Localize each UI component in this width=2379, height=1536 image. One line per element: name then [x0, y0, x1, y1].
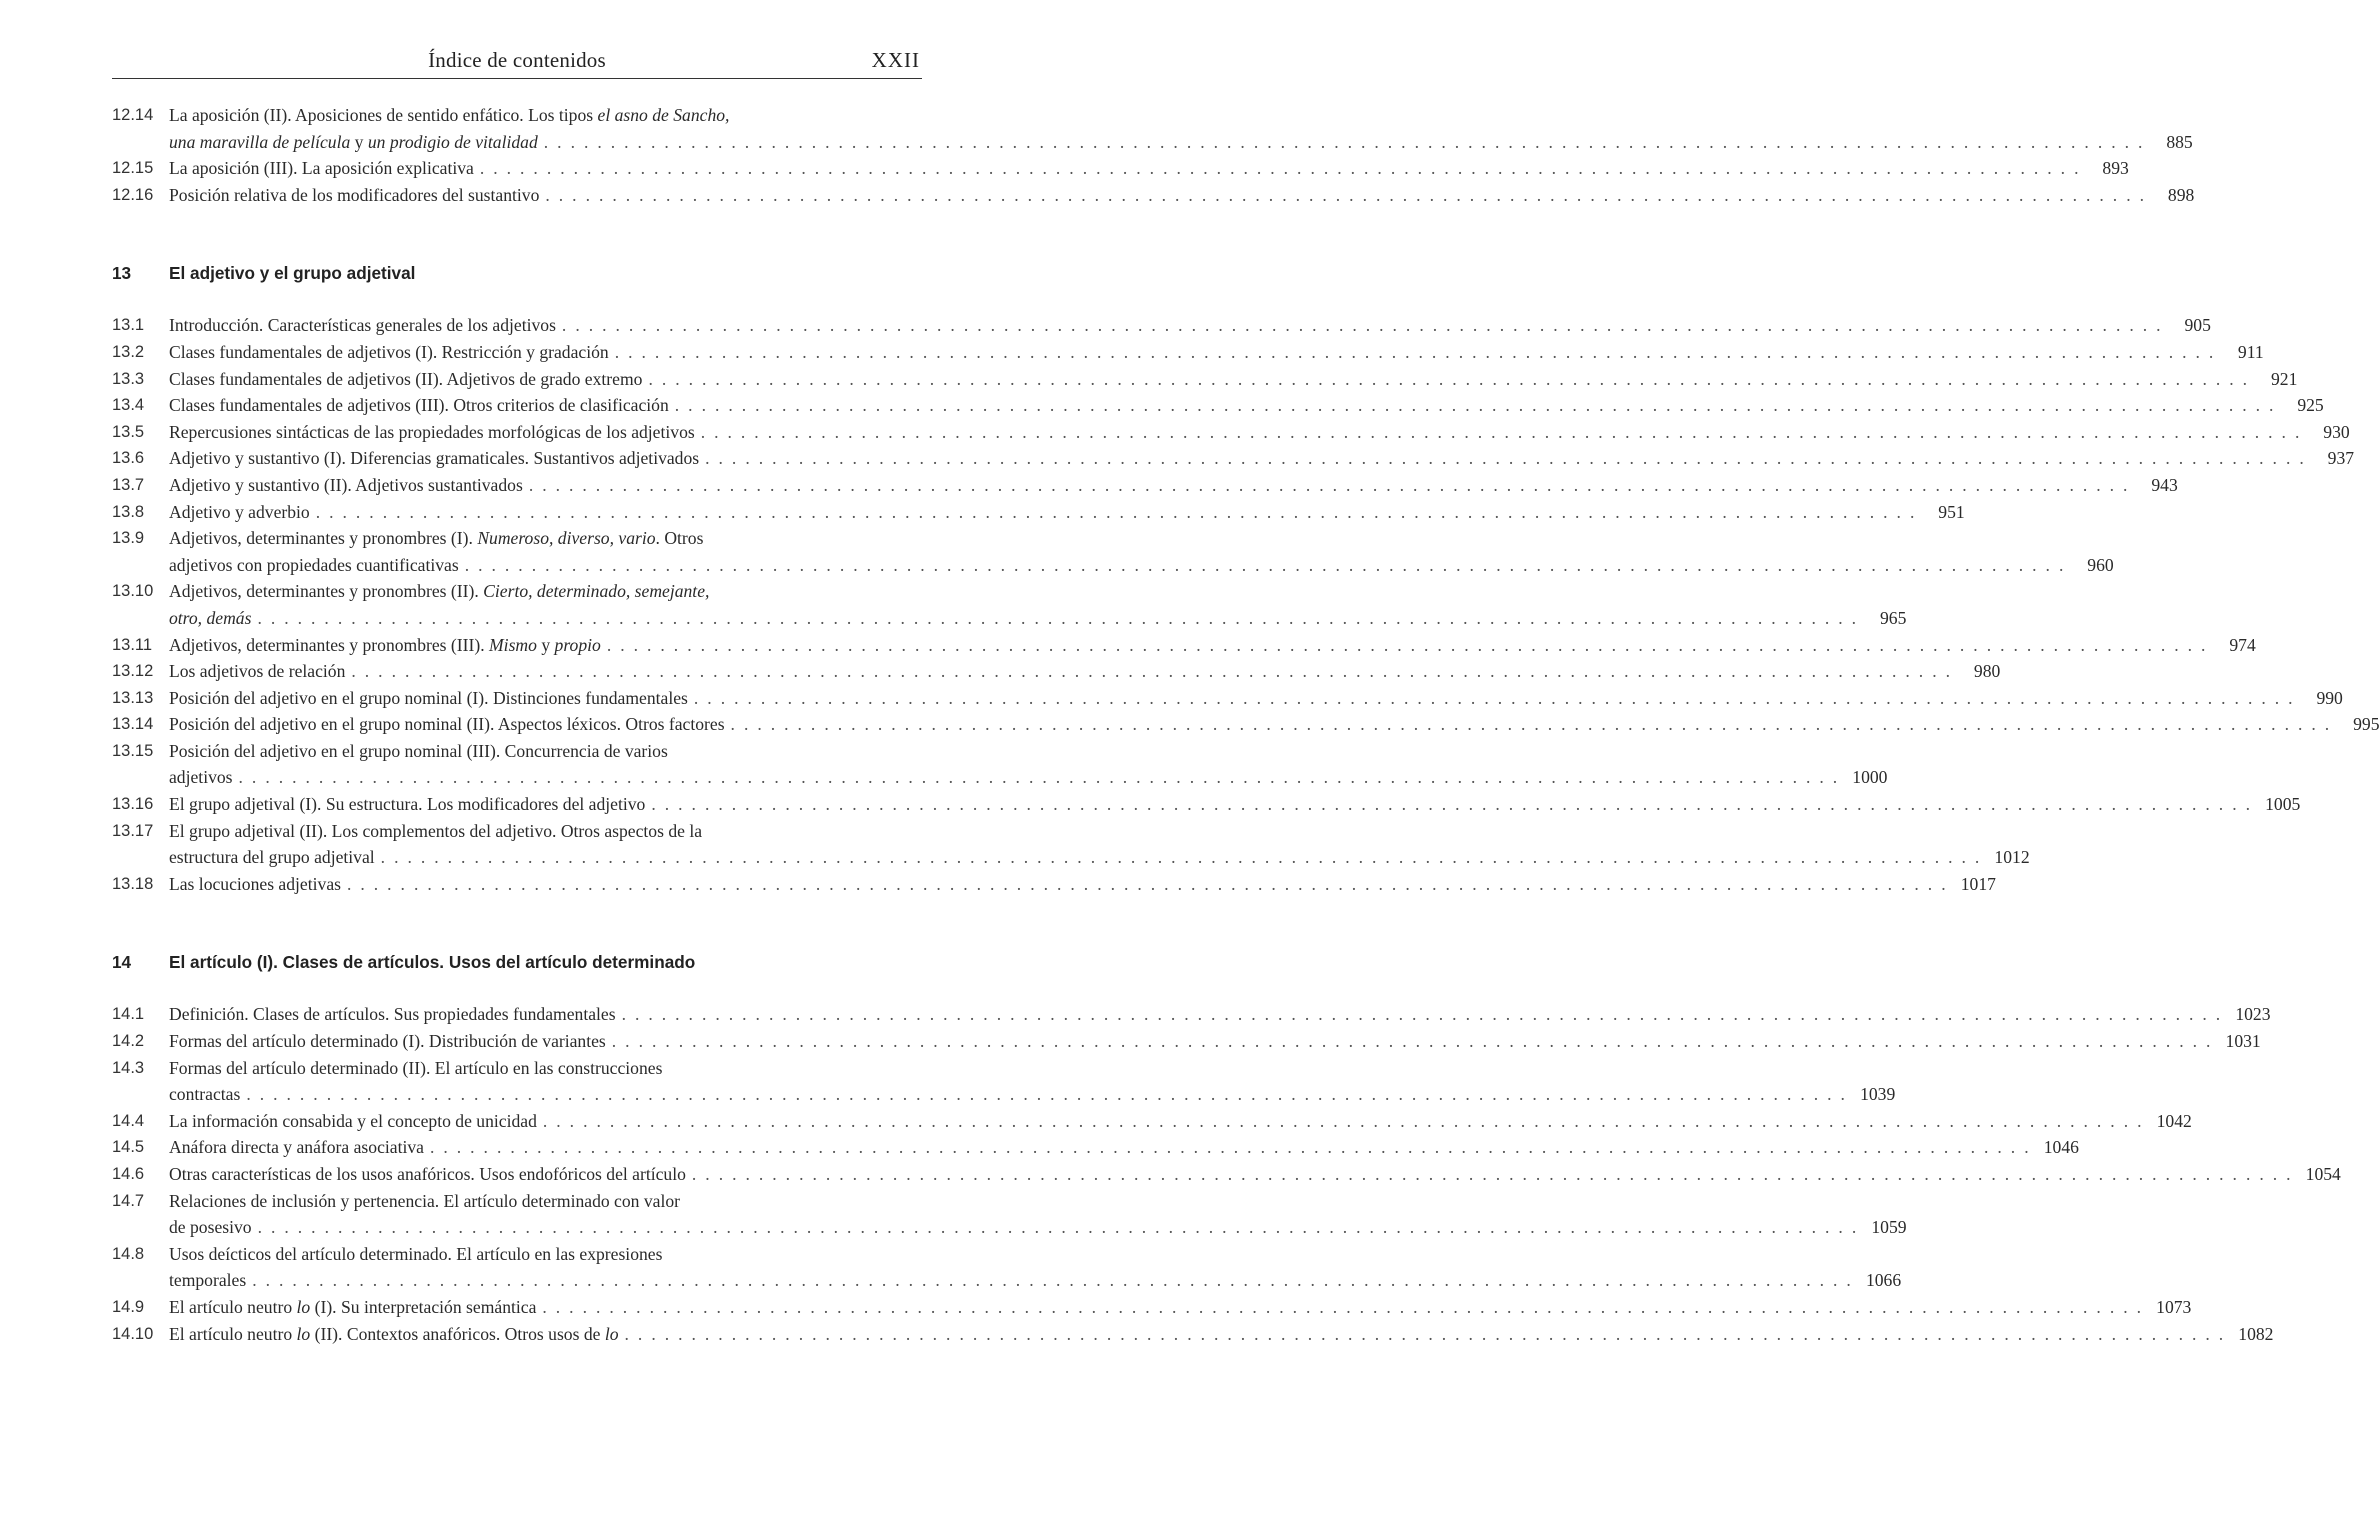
entry-number: 13.18	[112, 874, 154, 893]
entry-page-number[interactable]: 960	[2087, 554, 2114, 575]
entry-last-line	[169, 1294, 2191, 1321]
entry-last-line	[169, 445, 2354, 472]
entry-body	[169, 1028, 2261, 1055]
entry-page-number[interactable]: 980	[1973, 661, 2001, 682]
dot-leader: . . . . . . . . . . . . . . . . . . . . . . . . . . . . . . . . . . . . . . . . . . . . . . . . . . . . . . . . . . . . . . . . . . . . . . . . . . . . . . . . . . . . . . . . . . . . . . . . . . . . . . . . . . . . . . . . . . . . . . . .	[545, 184, 2147, 205]
entry-title: Clases fundamentales de adjetivos (II). Adjetivos de grado extremo	[169, 368, 643, 389]
entry-title: El grupo adjetival (I). Su estructura. Los modificadores del adjetivo	[169, 794, 646, 815]
toc-entry[interactable]	[112, 578, 1907, 631]
entry-title: Posición relativa de los modificadores del sustantivo	[169, 184, 540, 205]
entry-title: Adjetivos, determinantes y pronombres (III). Mismo y propio	[169, 634, 601, 655]
entry-number: 13.2	[112, 342, 145, 361]
header-title: Índice de contenidos	[428, 48, 606, 72]
entry-page-number[interactable]: 925	[2297, 395, 2324, 416]
chapter-number: 14	[112, 952, 132, 973]
dot-leader: . . . . . . . . . . . . . . . . . . . . . . . . . . . . . . . . . . . . . . . . . . . . . . . . . . . . . . . . . . . . . . . . . . . . . . . . . . . . . . . . . . . . . . . . . . . . . . . . . . . . . . . . . . . . . . . . . . . . . . . .	[691, 1164, 2293, 1184]
entry-body	[169, 711, 2379, 738]
entry-last-line	[169, 1214, 1907, 1241]
entry-last-line	[169, 632, 2256, 659]
entry-last-line	[169, 155, 2129, 182]
dot-leader: . . . . . . . . . . . . . . . . . . . . . . . . . . . . . . . . . . . . . . . . . . . . . . . . . . . . . . . . . . . . . . . . . . . . . . . . . . . . . . . . . . . . . . . . . . . . . . . . . . . . . . . . . . . . . . . . . . . . . . . .	[621, 1004, 2223, 1025]
entry-title: Posición del adjetivo en el grupo nominal (I). Distinciones fundamentales	[169, 687, 688, 708]
entry-title: El artículo neutro lo (II). Contextos anafóricos. Otros usos de lo	[169, 1323, 619, 1344]
entry-title: Repercusiones sintácticas de las propiedades morfológicas de los adjetivos	[169, 421, 695, 442]
dot-leader: . . . . . . . . . . . . . . . . . . . . . . . . . . . . . . . . . . . . . . . . . . . . . . . . . . . . . . . . . . . . . . . . . . . . . . . . . . . . . . . . . . . . . . . . . . . . . . . . . . . . . . . . . . . . . . . . . . . . . . . .	[257, 607, 1859, 628]
toc-entry[interactable]	[112, 419, 2350, 446]
entry-title: adjetivos	[169, 767, 233, 788]
entry-last-line	[169, 711, 2379, 738]
entry-title: El artículo neutro lo (I). Su interpretación semántica	[169, 1296, 537, 1317]
entry-body	[169, 312, 2211, 339]
entry-title: Clases fundamentales de adjetivos (I). Restricción y gradación	[169, 341, 609, 362]
entry-title: temporales	[169, 1270, 247, 1291]
header-page-number: XXII	[871, 48, 920, 72]
entry-title-line: Usos deícticos del artículo determinado. El artículo en las expresiones	[169, 1243, 663, 1264]
entry-page-number[interactable]: 1042	[2156, 1110, 2192, 1131]
chapter-heading	[112, 260, 922, 286]
entry-number: 12.16	[112, 185, 154, 204]
entry-title-line: Adjetivos, determinantes y pronombres (I). Numeroso, diverso, vario. Otros	[169, 528, 704, 549]
entry-page-number[interactable]: 1005	[2265, 794, 2301, 815]
toc-entry[interactable]	[112, 312, 2211, 339]
entry-page-number[interactable]: 1082	[2238, 1323, 2274, 1344]
entry-title: La información consabida y el concepto de unicidad	[169, 1110, 537, 1131]
entry-number: 13.5	[112, 422, 145, 441]
dot-leader: . . . . . . . . . . . . . . . . . . . . . . . . . . . . . . . . . . . . . . . . . . . . . . . . . . . . . . . . . . . . . . . . . . . . . . . . . . . . . . . . . . . . . . . . . . . . . . . . . . . . . . . . . . . . . . . . . . . . . . . .	[246, 1084, 1848, 1105]
entry-number: 13.4	[112, 396, 145, 415]
entry-title: Los adjetivos de relación	[169, 661, 346, 682]
entry-title: Otras características de los usos anafóricos. Usos endofóricos del artículo	[169, 1164, 686, 1184]
entry-last-line	[169, 605, 1906, 632]
entry-title: Definición. Clases de artículos. Sus propiedades fundamentales	[169, 1004, 616, 1025]
entry-body	[169, 1055, 1895, 1108]
dot-leader: . . . . . . . . . . . . . . . . . . . . . . . . . . . . . . . . . . . . . . . . . . . . . . . . . . . . . . . . . . . . . . . . . . . . . . . . . . . . . . . . . . . . . . . . . . . . . . . . . . . . . . . . . . . . . . . . . . . . . . . .	[429, 1137, 2031, 1158]
toc-entry[interactable]	[112, 632, 2256, 659]
entry-page-number[interactable]: 1046	[2043, 1137, 2079, 1158]
toc-entry[interactable]	[112, 102, 2193, 155]
entry-body	[169, 738, 1887, 791]
section-spacer	[112, 975, 922, 1001]
entry-last-line	[169, 791, 2300, 818]
entry-page-number[interactable]: 1017	[1960, 873, 1996, 894]
entry-last-line	[169, 1028, 2261, 1055]
toc-entry[interactable]	[112, 1294, 2192, 1321]
entry-number: 14.4	[112, 1111, 145, 1130]
chapter-number: 13	[112, 263, 132, 284]
entry-number: 13.13	[112, 688, 154, 707]
entry-last-line	[169, 1134, 2079, 1161]
entry-page-number[interactable]: 1000	[1852, 767, 1888, 788]
dot-leader: . . . . . . . . . . . . . . . . . . . . . . . . . . . . . . . . . . . . . . . . . . . . . . . . . . . . . . . . . . . . . . . . . . . . . . . . . . . . . . . . . . . . . . . . . . . . . . . . . . . . . . . . . . . . . . . . . . . . . . . .	[543, 131, 2145, 152]
entry-title: La aposición (III). La aposición explicativa	[169, 158, 474, 179]
dot-leader: . . . . . . . . . . . . . . . . . . . . . . . . . . . . . . . . . . . . . . . . . . . . . . . . . . . . . . . . . . . . . . . . . . . . . . . . . . . . . . . . . . . . . . . . . . . . . . . . . . . . . . . . . . . . . . . . . . . . . . . .	[648, 368, 2250, 389]
entry-last-line	[169, 312, 2211, 339]
entry-page-number[interactable]: 1039	[1860, 1084, 1896, 1105]
toc-entry[interactable]	[112, 472, 2178, 499]
dot-leader: . . . . . . . . . . . . . . . . . . . . . . . . . . . . . . . . . . . . . . . . . . . . . . . . . . . . . . . . . . . . . . . . . . . . . . . . . . . . . . . . . . . . . . . . . . . . . . . . . . . . . . . . . . . . . . . . . . . . . . . .	[693, 687, 2295, 708]
entry-number: 13.17	[112, 821, 154, 840]
entry-last-line	[169, 472, 2178, 499]
dot-leader: . . . . . . . . . . . . . . . . . . . . . . . . . . . . . . . . . . . . . . . . . . . . . . . . . . . . . . . . . . . . . . . . . . . . . . . . . . . . . . . . . . . . . . . . . . . . . . . . . . . . . . . . . . . . . . . . . . . . . . . .	[606, 634, 2208, 655]
entry-title: una maravilla de película y un prodigio de vitalidad	[169, 131, 538, 152]
entry-number: 14.5	[112, 1138, 145, 1157]
dot-leader: . . . . . . . . . . . . . . . . . . . . . . . . . . . . . . . . . . . . . . . . . . . . . . . . . . . . . . . . . . . . . . . . . . . . . . . . . . . . . . . . . . . . . . . . . . . . . . . . . . . . . . . . . . . . . . . . . . . . . . . .	[674, 395, 2276, 416]
entry-page-number[interactable]: 893	[2102, 158, 2129, 179]
toc-entry[interactable]	[112, 1161, 2341, 1188]
toc-entry[interactable]	[112, 1001, 2271, 1028]
entry-number: 12.14	[112, 106, 154, 124]
entry-page-number[interactable]: 911	[2237, 341, 2264, 362]
toc-entry[interactable]	[112, 445, 2355, 472]
entry-page-number[interactable]: 930	[2323, 421, 2350, 442]
toc-entry[interactable]	[112, 182, 2195, 209]
toc-entry[interactable]	[112, 1055, 1896, 1108]
entry-page-number[interactable]: 965	[1879, 607, 1907, 628]
entry-number: 13.15	[112, 741, 154, 760]
dot-leader: . . . . . . . . . . . . . . . . . . . . . . . . . . . . . . . . . . . . . . . . . . . . . . . . . . . . . . . . . . . . . . . . . . . . . . . . . . . . . . . . . . . . . . . . . . . . . . . . . . . . . . . . . . . . . . . . . . . . . . . .	[651, 794, 2253, 815]
entry-page-number[interactable]: 921	[2270, 368, 2298, 389]
section-spacer	[112, 897, 922, 949]
entry-last-line	[169, 685, 2343, 712]
dot-leader: . . . . . . . . . . . . . . . . . . . . . . . . . . . . . . . . . . . . . . . . . . . . . . . . . . . . . . . . . . . . . . . . . . . . . . . . . . . . . . . . . . . . . . . . . . . . . . . . . . . . . . . . . . . . . . . . . . . . . . . .	[257, 1217, 1859, 1238]
running-header	[112, 48, 922, 79]
entry-title: Adjetivo y sustantivo (II). Adjetivos sustantivados	[169, 474, 523, 495]
entry-title-line: Formas del artículo determinado (II). El artículo en las construcciones	[169, 1057, 663, 1078]
entry-body	[169, 632, 2256, 659]
entry-last-line	[169, 1081, 1895, 1108]
toc-entry[interactable]	[112, 685, 2343, 712]
entry-last-line	[169, 499, 1965, 526]
dot-leader: . . . . . . . . . . . . . . . . . . . . . . . . . . . . . . . . . . . . . . . . . . . . . . . . . . . . . . . . . . . . . . . . . . . . . . . . . . . . . . . . . . . . . . . . . . . . . . . . . . . . . . . . . . . . . . . . . . . . . . . .	[624, 1323, 2226, 1344]
entry-number: 13.14	[112, 715, 154, 734]
entry-title: Introducción. Características generales de los adjetivos	[169, 315, 556, 336]
entry-body	[169, 472, 2178, 499]
entry-body	[169, 871, 1996, 898]
entry-title: Las locuciones adjetivas	[169, 873, 341, 894]
entry-last-line	[169, 1267, 1901, 1294]
entry-title: Clases fundamentales de adjetivos (III). Otros criterios de clasificación	[169, 395, 669, 416]
dot-leader: . . . . . . . . . . . . . . . . . . . . . . . . . . . . . . . . . . . . . . . . . . . . . . . . . . . . . . . . . . . . . . . . . . . . . . . . . . . . . . . . . . . . . . . . . . . . . . . . . . . . . . . . . . . . . . . . . . . . . . . .	[315, 501, 1917, 522]
dot-leader: . . . . . . . . . . . . . . . . . . . . . . . . . . . . . . . . . . . . . . . . . . . . . . . . . . . . . . . . . . . . . . . . . . . . . . . . . . . . . . . . . . . . . . . . . . . . . . . . . . . . . . . . . . . . . . . . . . . . . . . .	[351, 661, 1953, 682]
entry-body	[169, 578, 1906, 631]
toc-entry[interactable]	[112, 1134, 2079, 1161]
entry-body	[169, 102, 2193, 155]
entry-body	[169, 182, 2194, 209]
entry-page-number[interactable]: 905	[2184, 315, 2211, 336]
entry-last-line	[169, 552, 2114, 579]
toc-entry[interactable]	[112, 525, 2114, 578]
entry-last-line	[169, 366, 2297, 393]
entry-number: 13.8	[112, 502, 145, 521]
entry-number: 14.7	[112, 1191, 145, 1210]
entry-last-line	[169, 392, 2324, 419]
dot-leader: . . . . . . . . . . . . . . . . . . . . . . . . . . . . . . . . . . . . . . . . . . . . . . . . . . . . . . . . . . . . . . . . . . . . . . . . . . . . . . . . . . . . . . . . . . . . . . . . . . . . . . . . . . . . . . . . . . . . . . . .	[705, 448, 2307, 469]
toc-entry[interactable]	[112, 392, 2324, 419]
dot-leader: . . . . . . . . . . . . . . . . . . . . . . . . . . . . . . . . . . . . . . . . . . . . . . . . . . . . . . . . . . . . . . . . . . . . . . . . . . . . . . . . . . . . . . . . . . . . . . . . . . . . . . . . . . . . . . . . . . . . . . . .	[614, 341, 2216, 362]
toc-entry[interactable]	[112, 738, 1888, 791]
entry-body	[169, 818, 2030, 871]
entry-last-line	[169, 182, 2194, 209]
dot-leader: . . . . . . . . . . . . . . . . . . . . . . . . . . . . . . . . . . . . . . . . . . . . . . . . . . . . . . . . . . . . . . . . . . . . . . . . . . . . . . . . . . . . . . . . . . . . . . . . . . . . . . . . . . . . . . . . . . . . . . . .	[464, 554, 2066, 575]
entry-number: 13.1	[112, 316, 145, 335]
toc-entry[interactable]	[112, 818, 2030, 871]
entry-number: 14.9	[112, 1297, 145, 1316]
entry-page-number[interactable]: 885	[2166, 131, 2193, 152]
toc-entry[interactable]	[112, 711, 2379, 738]
entry-number: 14.6	[112, 1165, 145, 1183]
dot-leader: . . . . . . . . . . . . . . . . . . . . . . . . . . . . . . . . . . . . . . . . . . . . . . . . . . . . . . . . . . . . . . . . . . . . . . . . . . . . . . . . . . . . . . . . . . . . . . . . . . . . . . . . . . . . . . . . . . . . . . . .	[730, 714, 2332, 735]
entry-title: Formas del artículo determinado (I). Distribución de variantes	[169, 1031, 606, 1052]
entry-title: Adjetivo y adverbio	[169, 501, 310, 522]
entry-number: 14.1	[112, 1005, 145, 1024]
entry-page-number[interactable]: 1054	[2305, 1164, 2341, 1184]
entry-page-number[interactable]: 951	[1938, 501, 1965, 522]
toc-entry[interactable]	[112, 871, 1996, 898]
entry-title: otro, demás	[169, 607, 252, 628]
entry-last-line	[169, 658, 2000, 685]
entry-title: Anáfora directa y anáfora asociativa	[169, 1137, 424, 1158]
toc-entry[interactable]	[112, 499, 1965, 526]
entry-body	[169, 499, 1965, 526]
entry-page-number[interactable]: 1023	[2235, 1004, 2271, 1025]
entry-last-line	[169, 764, 1887, 791]
entry-body	[169, 366, 2297, 393]
chapter-heading	[112, 949, 922, 975]
entry-number: 13.12	[112, 662, 154, 681]
entry-body	[169, 1161, 2341, 1188]
entry-number: 13.11	[112, 635, 153, 654]
entry-page-number[interactable]: 1066	[1865, 1270, 1902, 1291]
entry-body	[169, 1134, 2079, 1161]
entry-number: 13.6	[112, 449, 145, 468]
dot-leader: . . . . . . . . . . . . . . . . . . . . . . . . . . . . . . . . . . . . . . . . . . . . . . . . . . . . . . . . . . . . . . . . . . . . . . . . . . . . . . . . . . . . . . . . . . . . . . . . . . . . . . . . . . . . . . . . . . . . . . . .	[611, 1031, 2213, 1052]
dot-leader: . . . . . . . . . . . . . . . . . . . . . . . . . . . . . . . . . . . . . . . . . . . . . . . . . . . . . . . . . . . . . . . . . . . . . . . . . . . . . . . . . . . . . . . . . . . . . . . . . . . . . . . . . . . . . . . . . . . . . . . .	[542, 1296, 2144, 1317]
entry-last-line	[169, 129, 2193, 156]
section-spacer	[112, 286, 922, 312]
chapter-title: El artículo (I). Clases de artículos. Usos del artículo determinado	[169, 952, 696, 973]
table-of-contents	[112, 102, 2379, 1347]
entry-page-number[interactable]: 898	[2167, 184, 2195, 205]
toc-entry[interactable]	[112, 1108, 2192, 1135]
toc-entry[interactable]	[112, 1028, 2261, 1055]
entry-body	[169, 791, 2300, 818]
dot-leader: . . . . . . . . . . . . . . . . . . . . . . . . . . . . . . . . . . . . . . . . . . . . . . . . . . . . . . . . . . . . . . . . . . . . . . . . . . . . . . . . . . . . . . . . . . . . . . . . . . . . . . . . . . . . . . . . . . . . . . . .	[252, 1270, 1854, 1291]
entry-number: 13.3	[112, 369, 145, 388]
entry-title-line: Posición del adjetivo en el grupo nominal (III). Concurrencia de varios	[169, 740, 668, 761]
entry-number: 14.3	[112, 1058, 145, 1077]
toc-entry[interactable]	[112, 791, 2301, 818]
entry-last-line	[169, 1161, 2341, 1188]
entry-last-line	[169, 1001, 2271, 1028]
entry-page-number[interactable]: 937	[2327, 448, 2355, 469]
entry-body	[169, 658, 2000, 685]
entry-last-line	[169, 844, 2030, 871]
entry-body	[169, 1108, 2192, 1135]
entry-last-line	[169, 871, 1996, 898]
entry-page-number[interactable]: 1031	[2225, 1031, 2261, 1052]
toc-entry[interactable]	[112, 1188, 1907, 1241]
entry-page-number[interactable]: 943	[2151, 474, 2178, 495]
entry-body	[169, 685, 2343, 712]
entry-number: 14.10	[112, 1324, 154, 1343]
dot-leader: . . . . . . . . . . . . . . . . . . . . . . . . . . . . . . . . . . . . . . . . . . . . . . . . . . . . . . . . . . . . . . . . . . . . . . . . . . . . . . . . . . . . . . . . . . . . . . . . . . . . . . . . . . . . . . . . . . . . . . . .	[561, 315, 2163, 336]
dot-leader: . . . . . . . . . . . . . . . . . . . . . . . . . . . . . . . . . . . . . . . . . . . . . . . . . . . . . . . . . . . . . . . . . . . . . . . . . . . . . . . . . . . . . . . . . . . . . . . . . . . . . . . . . . . . . . . . . . . . . . . .	[238, 767, 1840, 788]
entry-title-line: La aposición (II). Aposiciones de sentido enfático. Los tipos el asno de Sancho,	[169, 105, 730, 125]
dot-leader: . . . . . . . . . . . . . . . . . . . . . . . . . . . . . . . . . . . . . . . . . . . . . . . . . . . . . . . . . . . . . . . . . . . . . . . . . . . . . . . . . . . . . . . . . . . . . . . . . . . . . . . . . . . . . . . . . . . . . . . .	[479, 158, 2081, 179]
section-spacer	[112, 208, 922, 260]
entry-body	[169, 155, 2129, 182]
entry-title: Posición del adjetivo en el grupo nominal (II). Aspectos léxicos. Otros factores	[169, 714, 725, 735]
entry-page-number[interactable]: 1073	[2156, 1296, 2192, 1317]
entry-body	[169, 1188, 1907, 1241]
dot-leader: . . . . . . . . . . . . . . . . . . . . . . . . . . . . . . . . . . . . . . . . . . . . . . . . . . . . . . . . . . . . . . . . . . . . . . . . . . . . . . . . . . . . . . . . . . . . . . . . . . . . . . . . . . . . . . . . . . . . . . . .	[528, 474, 2130, 495]
entry-title: adjetivos con propiedades cuantificativas	[169, 554, 459, 575]
entry-body	[169, 445, 2354, 472]
entry-number: 13.10	[112, 582, 154, 601]
entry-body	[169, 1321, 2273, 1348]
entry-body	[169, 1241, 1901, 1294]
entry-number: 12.15	[112, 159, 154, 178]
dot-leader: . . . . . . . . . . . . . . . . . . . . . . . . . . . . . . . . . . . . . . . . . . . . . . . . . . . . . . . . . . . . . . . . . . . . . . . . . . . . . . . . . . . . . . . . . . . . . . . . . . . . . . . . . . . . . . . . . . . . . . . .	[380, 847, 1982, 868]
entry-title-line: El grupo adjetival (II). Los complementos del adjetivo. Otros aspectos de la	[169, 820, 703, 841]
entry-body	[169, 392, 2324, 419]
dot-leader: . . . . . . . . . . . . . . . . . . . . . . . . . . . . . . . . . . . . . . . . . . . . . . . . . . . . . . . . . . . . . . . . . . . . . . . . . . . . . . . . . . . . . . . . . . . . . . . . . . . . . . . . . . . . . . . . . . . . . . . .	[700, 421, 2302, 442]
entry-title: Adjetivo y sustantivo (I). Diferencias gramaticales. Sustantivos adjetivados	[169, 448, 700, 469]
entry-body	[169, 525, 2114, 578]
toc-entry[interactable]	[112, 1241, 1902, 1294]
entry-page-number[interactable]: 974	[2229, 634, 2256, 655]
entry-title-line: Relaciones de inclusión y pertenencia. El artículo determinado con valor	[169, 1190, 681, 1211]
chapter-title: El adjetivo y el grupo adjetival	[169, 263, 416, 284]
entry-last-line	[169, 339, 2264, 366]
toc-entry[interactable]	[112, 366, 2298, 393]
entry-number: 13.7	[112, 475, 145, 494]
toc-entry[interactable]	[112, 658, 2001, 685]
entry-last-line	[169, 1321, 2273, 1348]
entry-body	[169, 419, 2350, 446]
entry-title: estructura del grupo adjetival	[169, 847, 375, 868]
toc-entry[interactable]	[112, 155, 2129, 182]
entry-number: 14.8	[112, 1244, 145, 1263]
entry-title: contractas	[169, 1084, 241, 1105]
entry-title: de posesivo	[169, 1217, 252, 1238]
entry-body	[169, 1294, 2191, 1321]
toc-entry[interactable]	[112, 339, 2264, 366]
entry-title-line: Adjetivos, determinantes y pronombres (II). Cierto, determinado, semejante,	[169, 581, 710, 602]
entry-page-number[interactable]: 995	[2353, 714, 2379, 735]
dot-leader: . . . . . . . . . . . . . . . . . . . . . . . . . . . . . . . . . . . . . . . . . . . . . . . . . . . . . . . . . . . . . . . . . . . . . . . . . . . . . . . . . . . . . . . . . . . . . . . . . . . . . . . . . . . . . . . . . . . . . . . .	[346, 873, 1948, 894]
entry-last-line	[169, 1108, 2192, 1135]
entry-page-number[interactable]: 1059	[1871, 1217, 1907, 1238]
entry-body	[169, 339, 2264, 366]
entry-body	[169, 1001, 2271, 1028]
entry-number: 14.2	[112, 1032, 145, 1051]
entry-page-number[interactable]: 1012	[1994, 847, 2030, 868]
dot-leader: . . . . . . . . . . . . . . . . . . . . . . . . . . . . . . . . . . . . . . . . . . . . . . . . . . . . . . . . . . . . . . . . . . . . . . . . . . . . . . . . . . . . . . . . . . . . . . . . . . . . . . . . . . . . . . . . . . . . . . . .	[542, 1110, 2144, 1131]
entry-number: 13.9	[112, 529, 145, 548]
toc-entry[interactable]	[112, 1321, 2274, 1348]
entry-number: 13.16	[112, 795, 154, 814]
entry-last-line	[169, 419, 2350, 446]
entry-page-number[interactable]: 990	[2316, 687, 2343, 708]
